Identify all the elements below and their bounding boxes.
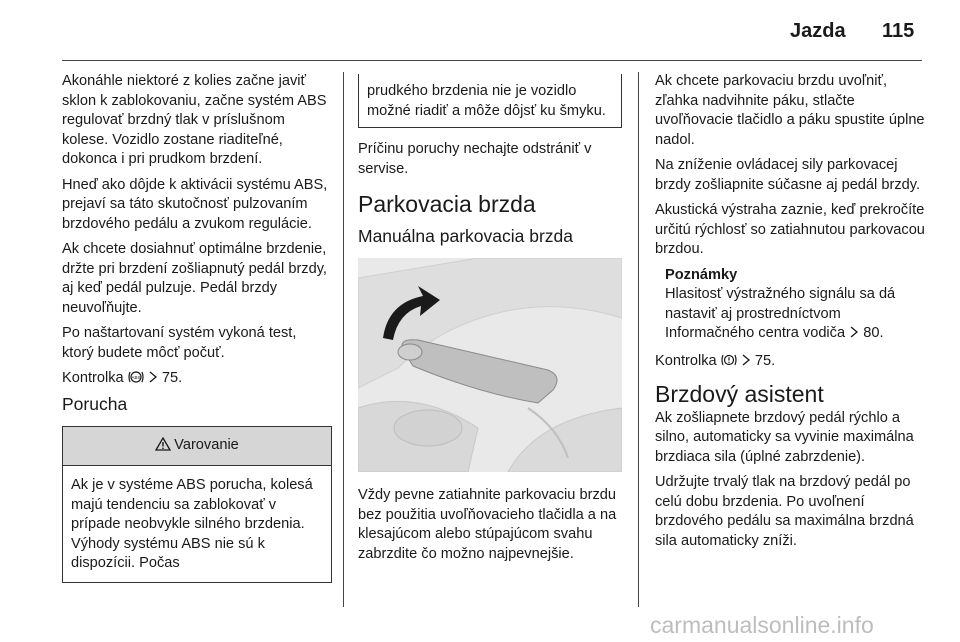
paragraph [655,352,925,372]
note-box [655,266,925,344]
warning-box-continued: prudkého brzdenia nie je vozidlo možné riadiť a môže dôjsť ku šmyku. [358,74,622,128]
paragraph: Ak chcete parkovaciu brzdu uvoľniť, zľahka nadvihnite páku, stlačte uvoľňovacie tlačidlo a páku spustite úplne nadol. [655,73,925,148]
label: Kontrolka [62,370,124,386]
column-1 [62,72,332,583]
page-reference-arrow-icon [148,369,158,389]
page-reference: 75. [754,352,776,369]
paragraph: Ak zošliapnete brzdový pedál rýchlo a silno, automaticky sa vyvinie maximálna brzdiaca sila (úplné zabrzdenie). [655,409,914,465]
chapter-title: Jazda [790,20,846,42]
paragraph: Po naštartovaní systém vykoná test, ktorý budete môcť počuť. [62,325,297,361]
paragraph: Hneď ako dôjde k aktivácii systému ABS, prejaví sa táto skutočnosť pulzovaním brzdového pedálu a zvukom regulácie. [62,176,328,232]
paragraph [62,369,332,389]
page-reference-arrow-icon [849,324,859,344]
label: Kontrolka [655,352,717,369]
warning-text: Ak je v systéme ABS porucha, kolesá majú tendenciu sa zablokovať v prípade neobvykle silného brzdenia. Výhody systému ABS nie sú k dispozícii. Počas [71,477,313,571]
parking-brake-illustration [358,258,622,472]
warning-box [62,426,332,583]
subsection-heading: Manuálna parkovacia brzda [358,225,573,246]
note-body: Hlasitosť výstražného signálu sa dá nastaviť aj prostredníctvom Informačného centra vodiča [665,286,896,341]
paragraph: Akonáhle niektoré z kolies začne javiť sklon k zablokovaniu, začne systém ABS regulovať brzdný tlak v príslušnom kolese. Vozidlo zostane riaditeľné, dokonca i pri prudkom brzdení. [62,73,327,167]
warning-title: Varovanie [174,437,239,454]
paragraph: Akustická výstraha zaznie, keď prekročíte určitú rýchlosť so zatiahnutou parkovacou brzdou. [655,202,925,257]
page-reference: 80. [863,325,884,341]
abs-warning-icon [128,369,144,389]
page-reference-arrow-icon [741,352,751,372]
warning-header [63,427,331,466]
watermark: carmanualsonline.info [650,612,874,638]
column-2 [358,74,622,570]
page-reference: 75. [161,370,183,386]
column-divider [638,72,639,607]
paragraph: Udržujte trvalý tlak na brzdový pedál po celú dobu brzdenia. Po uvoľnení brzdového pedálu sa maximálna brzdná sila automaticky zníži. [655,474,914,549]
paragraph: Príčinu poruchy nechajte odstrániť v servise. [358,141,592,177]
parking-brake-warning-icon [721,352,737,372]
paragraph: Na zníženie ovládacej sily parkovacej brzdy zošliapnite súčasne aj pedál brzdy. [655,157,920,193]
paragraph: Ak chcete dosiahnuť optimálne brzdenie, držte pri brzdení zošliapnutý pedál brzdy, aj keď pedál pulzuje. Pedál brzdy neuvoľňujte. [62,241,327,316]
note-text [665,285,925,344]
note-title: Poznámky [665,266,738,283]
column-divider [343,72,344,607]
page-number: 115 [882,20,915,42]
page-header [0,0,960,62]
section-heading: Parkovacia brzda [358,191,536,217]
paragraph: Vždy pevne zatiahnite parkovaciu brzdu bez použitia uvoľňovacieho tlačidla a na klesajúcom alebo stúpajúcom svahu zabrzdite čo možno najpevnejšie. [358,487,617,562]
column-3 [655,72,925,557]
section-heading: Porucha [62,393,128,414]
warning-triangle-icon [155,436,174,456]
section-heading: Brzdový asistent [655,381,824,407]
svg-text:ABS: ABS [131,375,141,380]
header-rule [62,60,922,61]
